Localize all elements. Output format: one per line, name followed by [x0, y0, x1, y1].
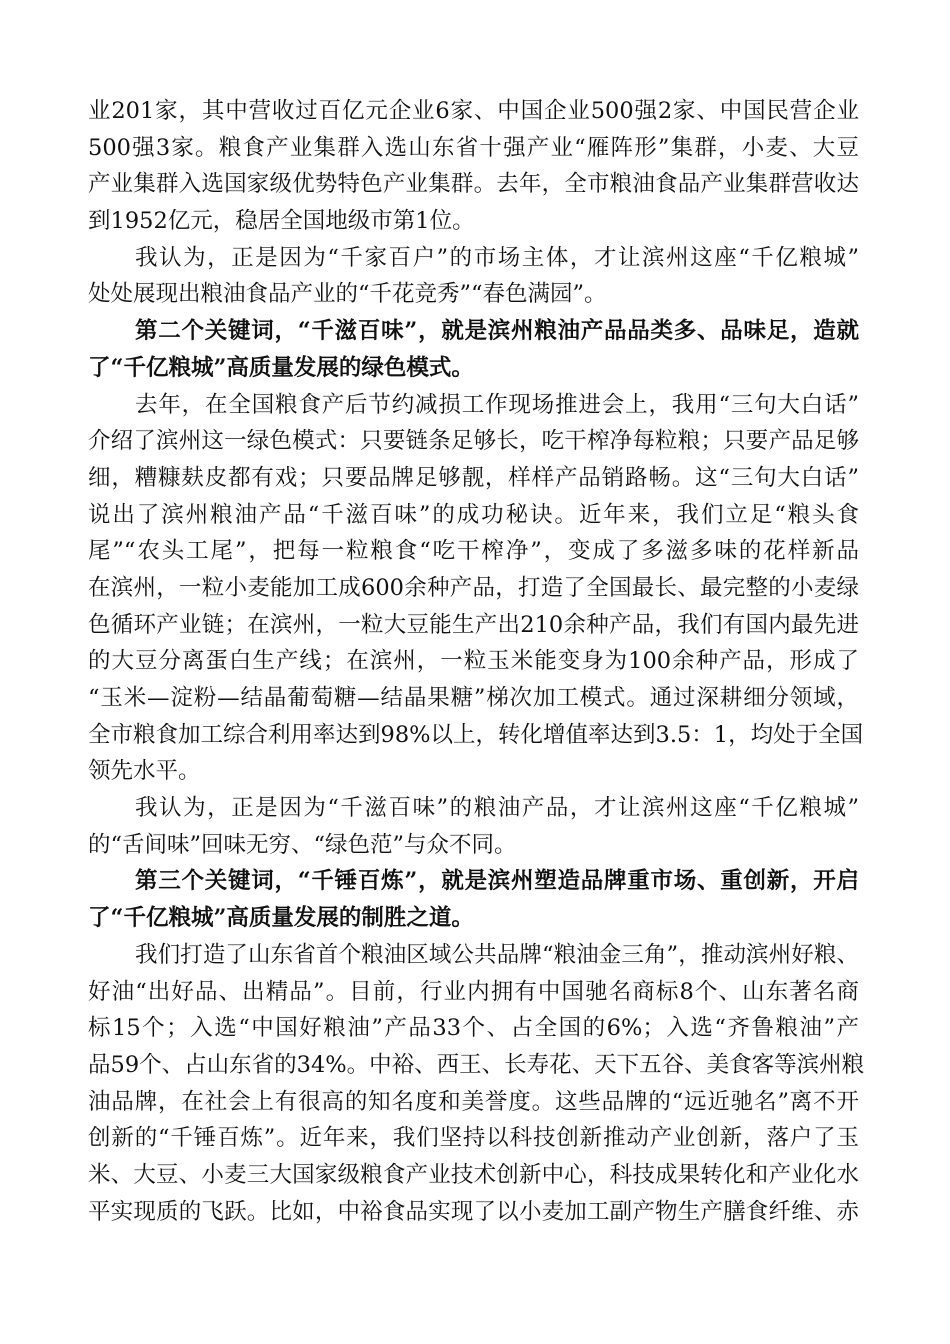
- text-line: 介绍了滨州这一绿色模式：只要链条足够长，吃干榨净每粒粮；只要产品足够: [88, 428, 859, 455]
- section-heading-paragraph: [88, 313, 859, 386]
- body-paragraph: [88, 93, 859, 240]
- text-line: 第三个关键词，“千锤百炼”，就是滨州塑造品牌重市场、重创新，开启: [135, 868, 859, 895]
- text-line: 处处展现出粮油食品产业的“千花竞秀”“春色满园”。: [88, 281, 607, 308]
- text-line: 我认为，正是因为“千滋百味”的粮油产品，才让滨州这座“千亿粮城”: [135, 795, 859, 822]
- text-line: 我认为，正是因为“千家百户”的市场主体，才让滨州这座“千亿粮城”: [135, 244, 859, 271]
- text-line: 了“千亿粮城”高质量发展的绿色模式。: [88, 354, 474, 381]
- text-line: 了“千亿粮城”高质量发展的制胜之道。: [88, 905, 474, 932]
- text-line: 细，糟糠麸皮都有戏；只要品牌足够靓，样样产品销路畅。这“三句大白话”: [88, 464, 859, 491]
- text-line: 的大豆分离蛋白生产线；在滨州，一粒玉米能变身为100余种产品，形成了: [88, 648, 859, 675]
- text-line: 业201家，其中营收过百亿元企业6家、中国企业500强2家、中国民营企业: [88, 98, 859, 124]
- text-line: 500强3家。粮食产业集群入选山东省十强产业“雁阵形”集群，小麦、大豆: [88, 134, 859, 161]
- text-line: 的“舌间味”回味无穷、“绿色范”与众不同。: [88, 831, 517, 858]
- body-paragraph: [88, 387, 864, 791]
- document-body: [88, 93, 865, 1230]
- text-line: 说出了滨州粮油产品“千滋百味”的成功秘诀。近年来，我们立足“粮头食: [88, 501, 859, 528]
- text-line: 创新的“千锤百炼”。近年来，我们坚持以科技创新推动产业创新，落户了玉: [88, 1125, 859, 1152]
- text-line: 好油“出好品、出精品”。目前，行业内拥有中国驰名商标8个、山东著名商: [88, 978, 859, 1005]
- text-line: 我们打造了山东省首个粮油区域公共品牌“粮油金三角”，推动滨州好粮、: [135, 941, 859, 968]
- text-line: 产业集群入选国家级优势特色产业集群。去年，全市粮油食品产业集群营收达: [88, 171, 859, 198]
- text-line: 在滨州，一粒小麦能加工成600余种产品，打造了全国最长、最完整的小麦绿: [88, 574, 859, 601]
- body-paragraph: [88, 937, 865, 1231]
- section-heading-paragraph: [88, 863, 859, 936]
- text-line: 领先水平。: [88, 758, 201, 785]
- body-paragraph: [88, 790, 859, 863]
- text-line: 尾”“农头工尾”，把每一粒粮食“吃干榨净”，变成了多滋多味的花样新品: [88, 538, 859, 565]
- text-line: 品59个、占山东省的34%。中裕、西王、长寿花、天下五谷、美食客等滨州粮: [88, 1051, 865, 1078]
- body-paragraph: [88, 240, 859, 313]
- text-line: 米、大豆、小麦三大国家级粮食产业技术创新中心，科技成果转化和产业化水: [88, 1161, 859, 1188]
- text-line: “玉米—淀粉—结晶葡萄糖—结晶果糖”梯次加工模式。通过深耕细分领域，: [88, 685, 859, 711]
- text-line: 第二个关键词，“千滋百味”，就是滨州粮油产品品类多、品味足，造就: [135, 318, 859, 345]
- text-line: 油品牌，在社会上有很高的知名度和美誉度。这些品牌的“远近驰名”离不开: [88, 1088, 859, 1115]
- text-line: 标15个；入选“中国好粮油”产品33个、占全国的6%；入选“齐鲁粮油”产: [88, 1015, 859, 1042]
- text-line: 色循环产业链；在滨州，一粒大豆能生产出210余种产品，我们有国内最先进: [88, 611, 859, 638]
- text-line: 到1952亿元，稳居全国地级市第1位。: [88, 208, 475, 235]
- text-line: 去年，在全国粮食产后节约减损工作现场推进会上，我用“三句大白话”: [135, 391, 859, 418]
- text-line: 全市粮食加工综合利用率达到98%以上，转化增值率达到3.5：1，均处于全国: [88, 721, 864, 748]
- text-line: 平实现质的飞跃。比如，中裕食品实现了以小麦加工副产物生产膳食纤维、赤: [88, 1198, 859, 1225]
